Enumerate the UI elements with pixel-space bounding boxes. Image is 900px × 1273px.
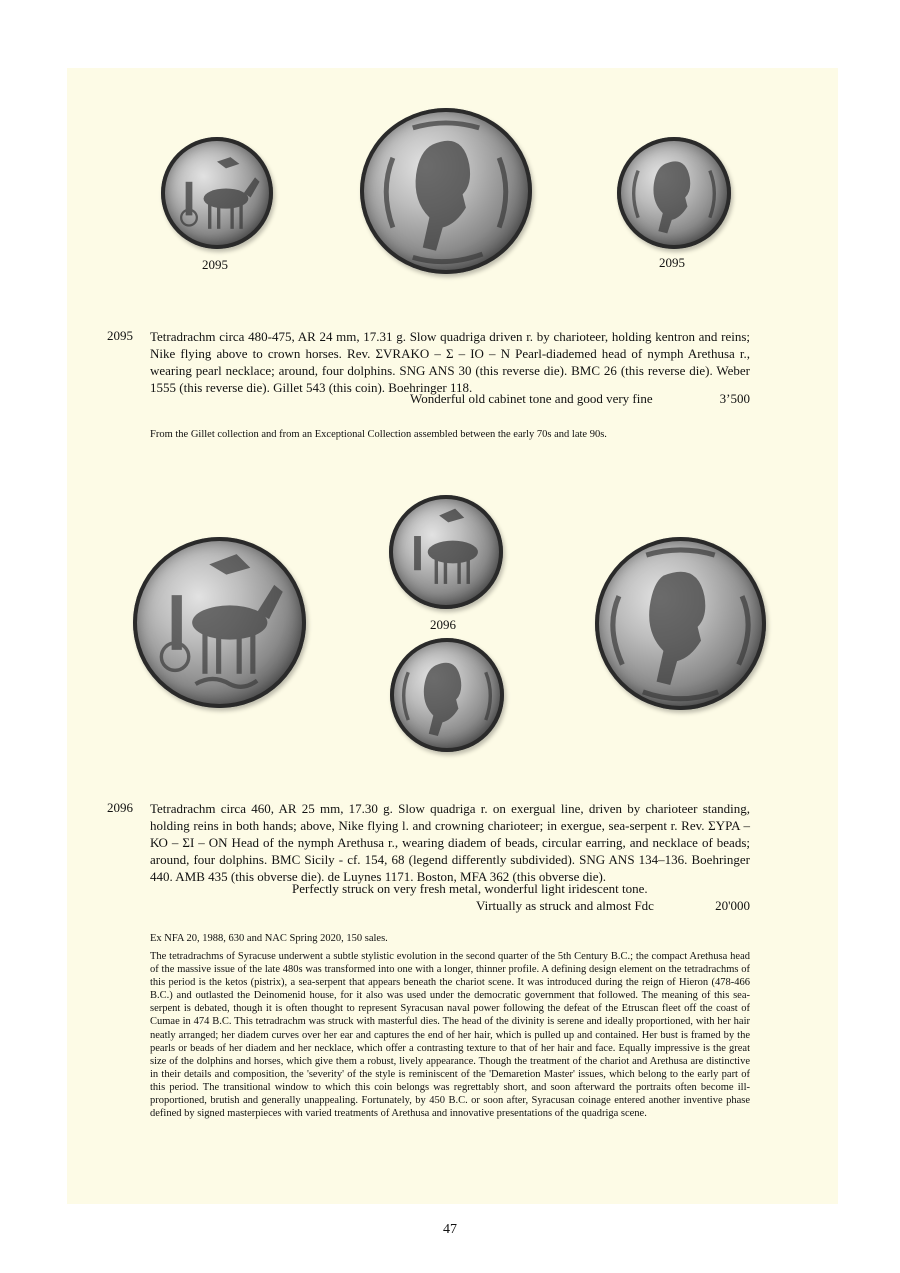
lot-essay-2096: The tetradrachms of Syracuse underwent a subtle stylistic evolution in the second quarter of the 5th Century B.C.; the compact Arethusa head of the massive issue of the late 480s was transformed into one with a longer, thinner profile. A defining design element on the tetradrachms of this period is the ketos (pistrix), a sea-serpent that appears beneath the chariot scene. It was introduced during the reign of Hieron (478-466 B.C.) and outlasted the Deinomenid house, for it also was used under the democratic government that followed. The meaning of this sea-serpent is debated, though it is often thought to represent Syracusan naval power following the defeat of the Etruscan fleet off the coast of Cumae in 474 B.C. This tetradrachm was struck with masterful dies. The head of the divinity is serene and ideally proportioned, with her hair neatly arranged; her diadem curves over her ear and captures the end of her hair, which is pulled up and contained. Her bust is framed by the pearls or beads of her diadem and her necklace, which offer a contrasting texture to that of her hair and face. Equally impressive is the great size of the dolphins and horses, which give them a robust, lively appearance. Though the treatment of the chariot and Arethusa are distinctive in their details and composition, the 'severity' of the style is reminiscent of the 'Demaretion Master' issues, which belong to the early part of this period. The transitional window to which this coin belongs was regrettably short, and soon afterward the portraits often become ill-proportioned, brutish and generally unappealing. Fortunately, by 450 B.C. or soon after, Syracusan coinage entered another inventive phase defined by signed masterpieces with varied treatments of Arethusa and innovative presentations of the quadriga scene. <box>150 951 750 1120</box>
photo-label-2095-left: 2095 <box>202 257 228 272</box>
grade-2095: Wonderful old cabinet tone and good very fine <box>410 391 653 406</box>
grade-2096: Virtually as struck and almost Fdc <box>476 898 654 913</box>
coin-2095-obverse-photo <box>161 137 273 249</box>
photo-label-2095-right: 2095 <box>659 255 685 270</box>
lot-description-2095 <box>150 328 750 396</box>
lot-description-2096 <box>150 800 750 885</box>
description-text: Tetradrachm circa 460, AR 25 mm, 17.30 g. Slow quadriga r. on exergual line, driven by charioteer standing, holding reins in both hands; above, Nike flying l. and crowning charioteer; in exergue, sea-serpent r. Rev. ΣΥΡΑ – ΚΟ – ΣΙ – ΟΝ Head of the nymph Arethusa r., wearing diadem of beads, circular earring, and necklace of beads; around, four dolphins. BMC Sicily - cf. 154, 68 (legend differently subdivided). SNG ANS 134–136. Boehringer 440. AMB 435 (this obverse die). de Luynes 1171. Boston, MFA 362 (this obverse die). <box>150 801 750 884</box>
lot-number-2095: 2095 <box>107 328 133 343</box>
arethusa-head-icon <box>617 137 731 249</box>
coin-2095-reverse-photo-large <box>360 108 532 274</box>
photo-label-2096: 2096 <box>430 617 456 632</box>
lot-number-2096: 2096 <box>107 800 133 815</box>
quadriga-icon <box>389 495 503 609</box>
price-2095: 3’500 <box>719 391 750 406</box>
arethusa-head-icon <box>390 638 504 752</box>
coin-2096-obverse-photo-large <box>133 537 306 708</box>
provenance-2096: Ex NFA 20, 1988, 630 and NAC Spring 2020, 150 sales. <box>150 933 388 944</box>
quadriga-icon <box>161 137 273 249</box>
remark-2096: Perfectly struck on very fresh metal, wonderful light iridescent tone. <box>292 881 648 896</box>
price-2096: 20'000 <box>715 898 750 913</box>
quadriga-icon <box>133 537 306 708</box>
coin-2095-reverse-photo-small <box>617 137 731 249</box>
coin-2096-reverse-photo-small <box>390 638 504 752</box>
coin-2096-reverse-photo-large <box>595 537 766 710</box>
arethusa-head-icon <box>360 108 532 274</box>
description-text: Tetradrachm circa 480-475, AR 24 mm, 17.31 g. Slow quadriga driven r. by charioteer, holding kentron and reins; Nike flying above to crown horses. Rev. ΣVRAKO – Σ – IO – N Pearl-diademed head of nymph Arethusa r., wearing pearl necklace; around, four dolphins. SNG ANS 30 (this reverse die). BMC 26 (this reverse die). Weber 1555 (this reverse die). Gillet 543 (this coin). Boehringer 118. <box>150 329 750 395</box>
page-number: 47 <box>443 1222 457 1237</box>
provenance-2095: From the Gillet collection and from an Exceptional Collection assembled between the early 70s and late 90s. <box>150 429 607 440</box>
arethusa-head-icon <box>595 537 766 710</box>
coin-2096-obverse-photo-small <box>389 495 503 609</box>
